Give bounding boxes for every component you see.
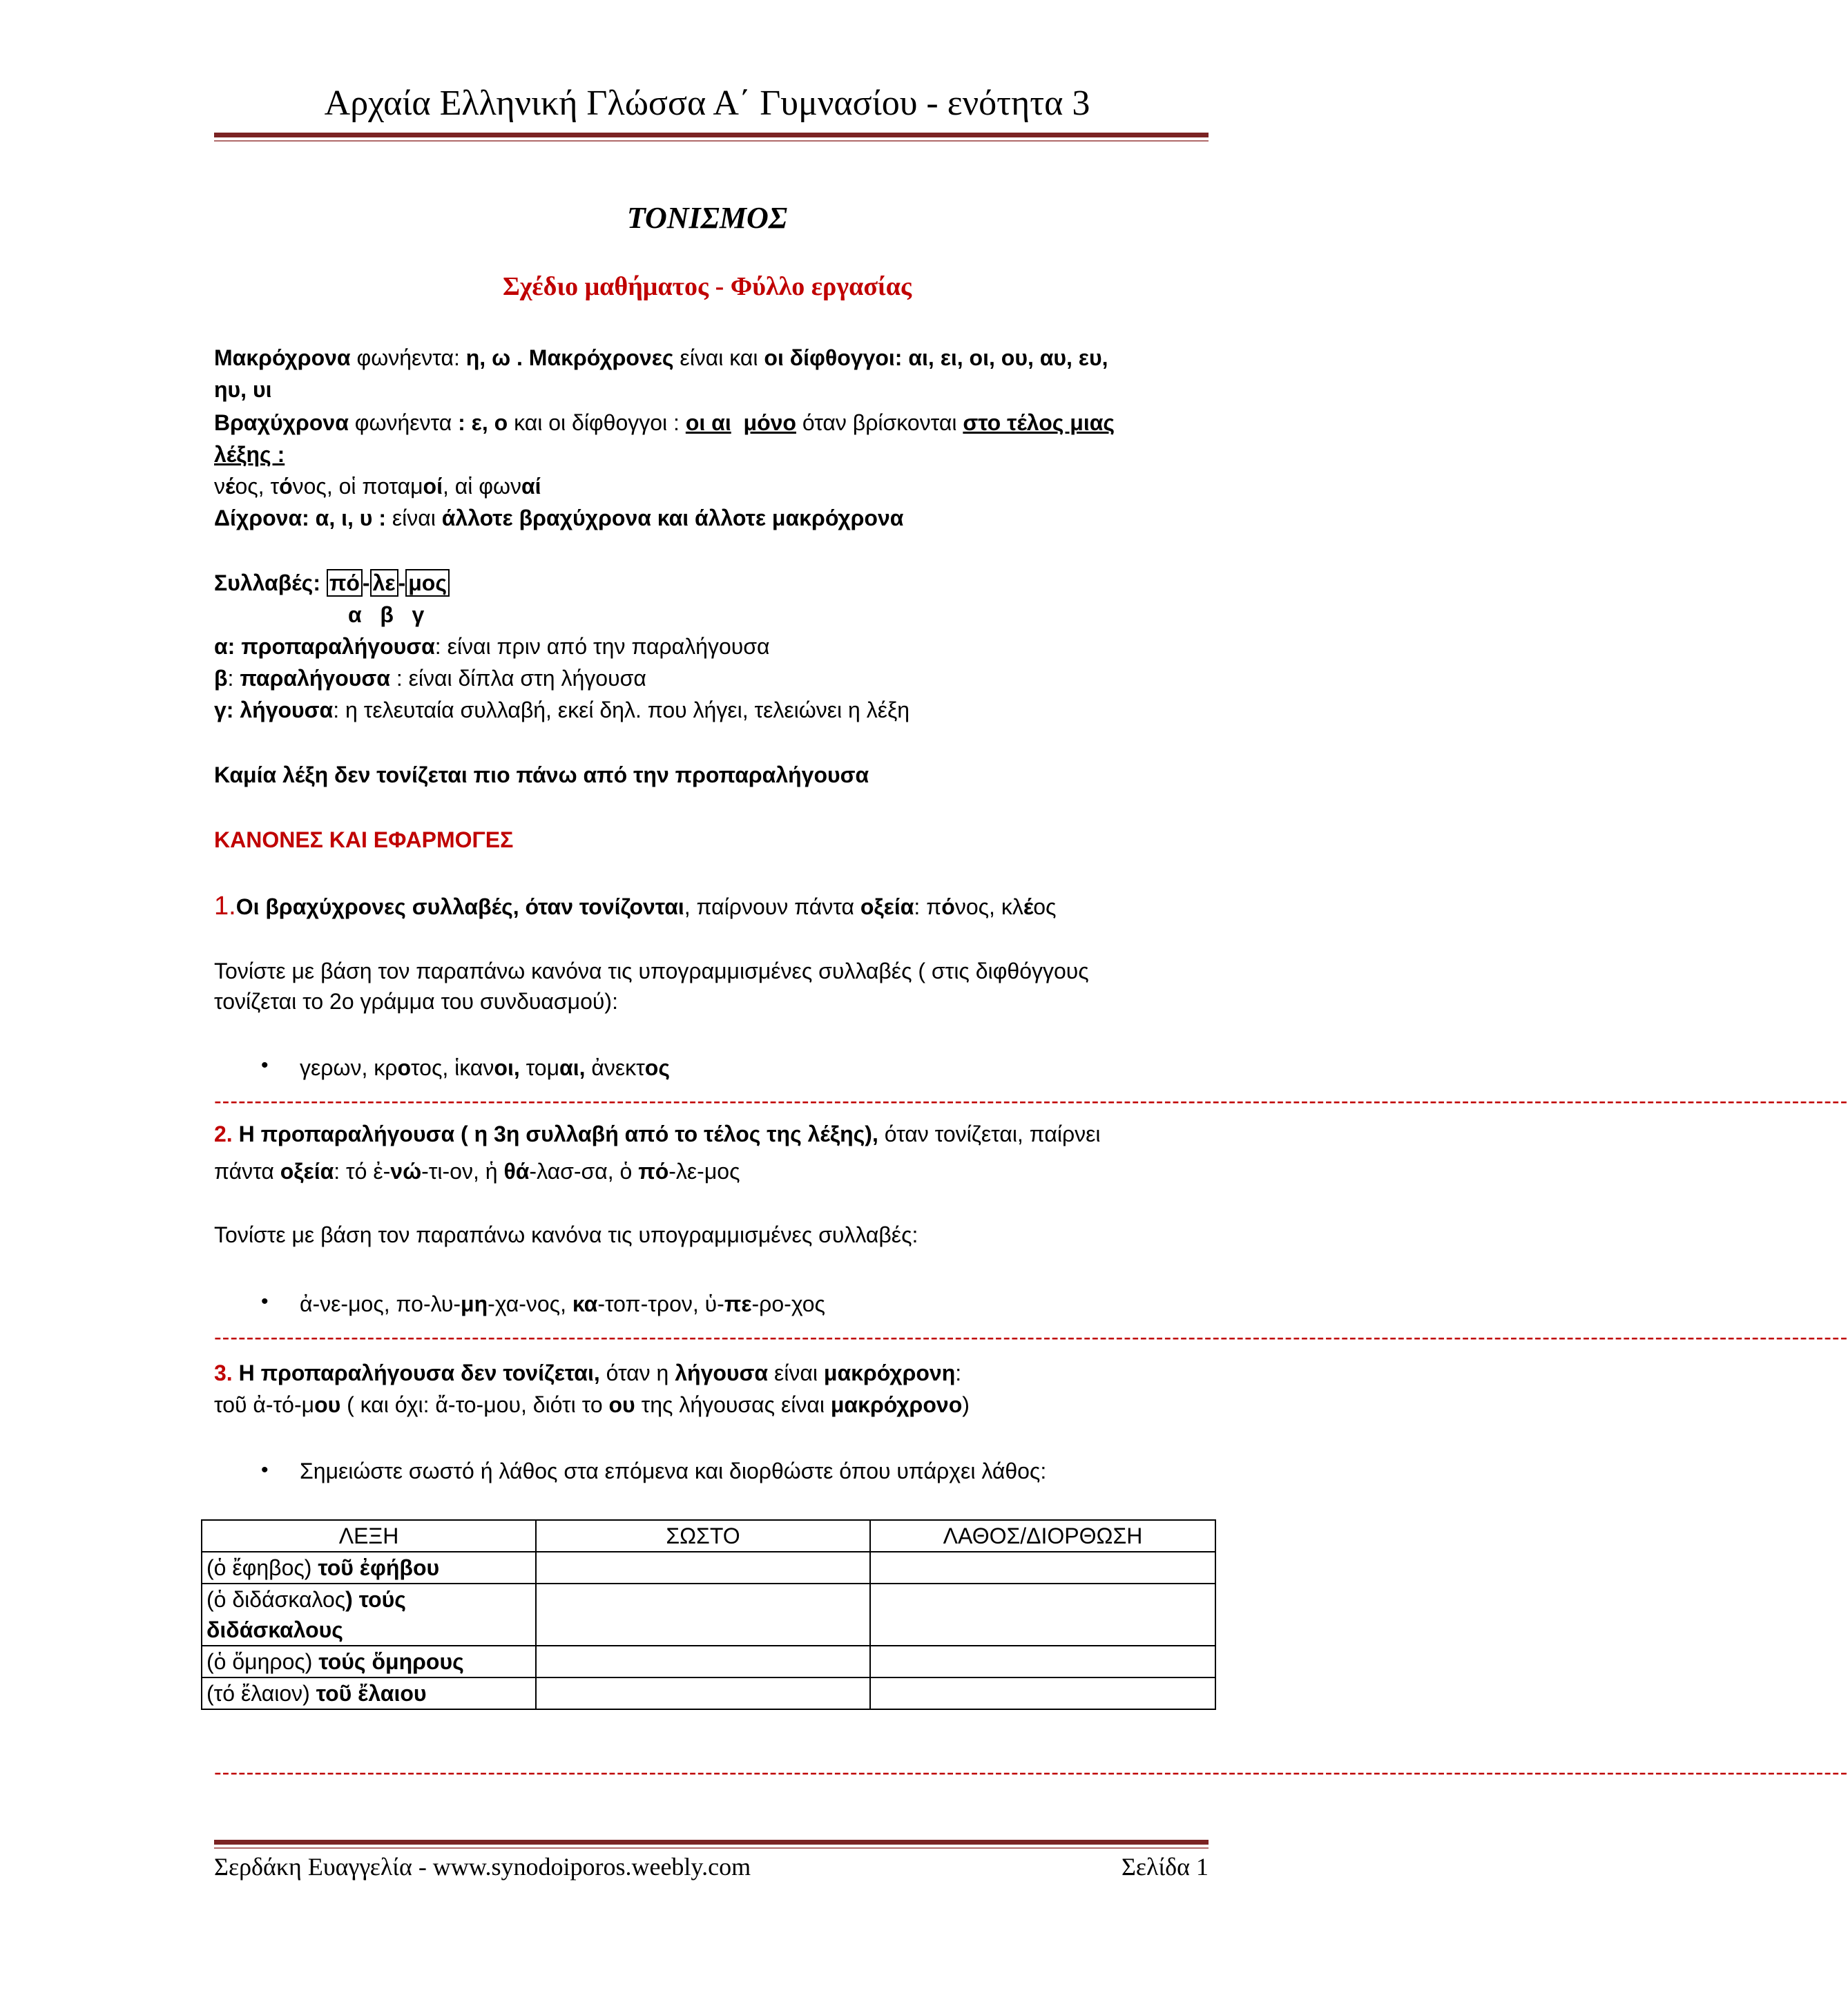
syllable-box-3: μος bbox=[405, 569, 450, 597]
table-row bbox=[202, 1584, 1215, 1646]
rule-3-instruction: Σημειώστε σωστό ή λάθος στα επόμενα και διορθώστε όπου υπάρχει λάθος: bbox=[300, 1459, 1047, 1483]
intro-line-5: νέος, τόνος, οἱ ποταμοί, αἱ φωναί bbox=[214, 474, 541, 499]
syllable-b-def: β: παραλήγουσα : είναι δίπλα στη λήγουσα bbox=[214, 666, 646, 691]
page-subtitle: Σχέδιο μαθήματος - Φύλλο εργασίας bbox=[502, 272, 912, 301]
rule-2-line-2: πάντα οξεία: τό ἐ-νώ-τι-ον, ἡ θά-λασ-σα, ὁ πό-λε-μος bbox=[214, 1159, 740, 1184]
separator-2: ----------------------------------------------------------------------------------------------------------------------------------------------------------------------------------------------------------- bbox=[214, 1325, 1848, 1349]
syllables-line: Συλλαβές: πό - λε - μος bbox=[214, 568, 450, 598]
rule-2-instruction: Τονίστε με βάση τον παραπάνω κανόνα τις υπογραμμισμένες συλλαβές: bbox=[214, 1222, 918, 1247]
intro-line-4: λέξης : bbox=[214, 442, 285, 467]
rule-2: 2. Η προπαραλήγουσα ( η 3η συλλαβή από το τέλος της λέξης), όταν τονίζεται, παίρνει bbox=[214, 1122, 1101, 1146]
intro-line-2: ηυ, υι bbox=[214, 377, 272, 402]
table-cell-correct[interactable] bbox=[536, 1552, 870, 1584]
table-header-row bbox=[202, 1520, 1215, 1552]
syllable-letters: α β γ bbox=[348, 602, 425, 627]
table-header: ΛΑΘΟΣ/ΔΙΟΡΘΩΣΗ bbox=[870, 1520, 1215, 1552]
rule-2-exercise: ἀ-νε-μος, πο-λυ-μη-χα-νος, κα-τοπ-τρον, ὑ-πε-ρο-χος bbox=[300, 1291, 825, 1316]
syllable-c-def: γ: λήγουσα: η τελευταία συλλαβή, εκεί δηλ. που λήγει, τελειώνει η λέξη bbox=[214, 698, 910, 722]
table-cell-word: (ὁ ἔφηβος) τοῦ ἐφήβου bbox=[202, 1552, 536, 1584]
header-rule bbox=[214, 133, 1209, 142]
intro-line-6: Δίχρονα: α, ι, υ : είναι άλλοτε βραχύχρονα και άλλοτε μακρόχρονα bbox=[214, 506, 904, 530]
intro-line-3: Βραχύχρονα φωνήεντα : ε, ο και οι δίφθογγοι : οι αι μόνο όταν βρίσκονται στο τέλος μιας bbox=[214, 410, 1115, 435]
table-cell-correction[interactable] bbox=[870, 1677, 1215, 1709]
table-cell-correction[interactable] bbox=[870, 1584, 1215, 1646]
separator-3: ----------------------------------------------------------------------------------------------------------------------------------------------------------------------------------------------------------- bbox=[214, 1760, 1848, 1785]
rule-1-exercise: γερων, κροτος, ἱκανοι, τομαι, ἀνεκτος bbox=[300, 1055, 670, 1080]
intro-line-1: Μακρόχρονα φωνήεντα: η, ω . Μακρόχρονες είναι και οι δίφθογγοι: αι, ει, οι, ου, αυ, ευ, bbox=[214, 345, 1108, 370]
table-cell-correction[interactable] bbox=[870, 1646, 1215, 1677]
rule-3: 3. Η προπαραλήγουσα δεν τονίζεται, όταν η λήγουσα είναι μακρόχρονη: bbox=[214, 1360, 962, 1385]
table-row bbox=[202, 1552, 1215, 1584]
main-rule: Καμία λέξη δεν τονίζεται πιο πάνω από την προπαραλήγουσα bbox=[214, 762, 869, 787]
table-cell-word: (ὁ διδάσκαλος) τούς διδάσκαλους bbox=[202, 1584, 536, 1646]
footer-rule bbox=[214, 1840, 1209, 1849]
table-cell-word: (τό ἔλαιον) τοῦ ἔλαιου bbox=[202, 1677, 536, 1709]
rule-1: 1.Οι βραχύχρονες συλλαβές, όταν τονίζονται, παίρνουν πάντα οξεία: πόνος, κλέος bbox=[214, 892, 1057, 921]
page-header-title: Αρχαία Ελληνική Γλώσσα Α΄ Γυμνασίου - ενότητα 3 bbox=[324, 84, 1090, 123]
rule-3-line-2: τοῦ ἀ-τό-μου ( και όχι: ἄ-το-μου, διότι το ου της λήγουσας είναι μακρόχρονο) bbox=[214, 1392, 970, 1417]
table-row bbox=[202, 1677, 1215, 1709]
table-cell-correction[interactable] bbox=[870, 1552, 1215, 1584]
rules-heading: ΚΑΝΟΝΕΣ ΚΑΙ ΕΦΑΡΜΟΓΕΣ bbox=[214, 827, 514, 852]
rule-1-instruction-2: τονίζεται το 2ο γράμμα του συνδυασμού): bbox=[214, 989, 618, 1014]
table-row bbox=[202, 1646, 1215, 1677]
footer-page-number: Σελίδα 1 bbox=[1121, 1853, 1209, 1881]
bullet-icon: • bbox=[261, 1290, 269, 1313]
rule-1-instruction-1: Τονίστε με βάση τον παραπάνω κανόνα τις υπογραμμισμένες συλλαβές ( στις διφθόγγους bbox=[214, 959, 1089, 983]
separator-1: ----------------------------------------------------------------------------------------------------------------------------------------------------------------------------------------------------------- bbox=[214, 1088, 1848, 1113]
table-cell-word: (ὁ ὅμηρος) τούς ὅμηρους bbox=[202, 1646, 536, 1677]
bullet-icon: • bbox=[261, 1054, 269, 1077]
syllable-box-2: λε bbox=[370, 569, 398, 597]
page-footer bbox=[214, 1852, 1209, 1881]
bullet-icon: • bbox=[261, 1459, 269, 1481]
syllable-a-def: α: προπαραλήγουσα: είναι πριν από την παραλήγουσα bbox=[214, 634, 770, 659]
footer-author: Σερδάκη Ευαγγελία - www.synodoiporos.weebly.com bbox=[214, 1853, 751, 1881]
table-cell-correct[interactable] bbox=[536, 1677, 870, 1709]
table-cell-correct[interactable] bbox=[536, 1646, 870, 1677]
table-header: ΣΩΣΤΟ bbox=[536, 1520, 870, 1552]
exercise-table bbox=[201, 1519, 1216, 1710]
table-header: ΛΕΞΗ bbox=[202, 1520, 536, 1552]
page-title: ΤΟΝΙΣΜΟΣ bbox=[626, 201, 788, 235]
table-cell-correct[interactable] bbox=[536, 1584, 870, 1646]
syllable-box-1: πό bbox=[327, 569, 363, 597]
